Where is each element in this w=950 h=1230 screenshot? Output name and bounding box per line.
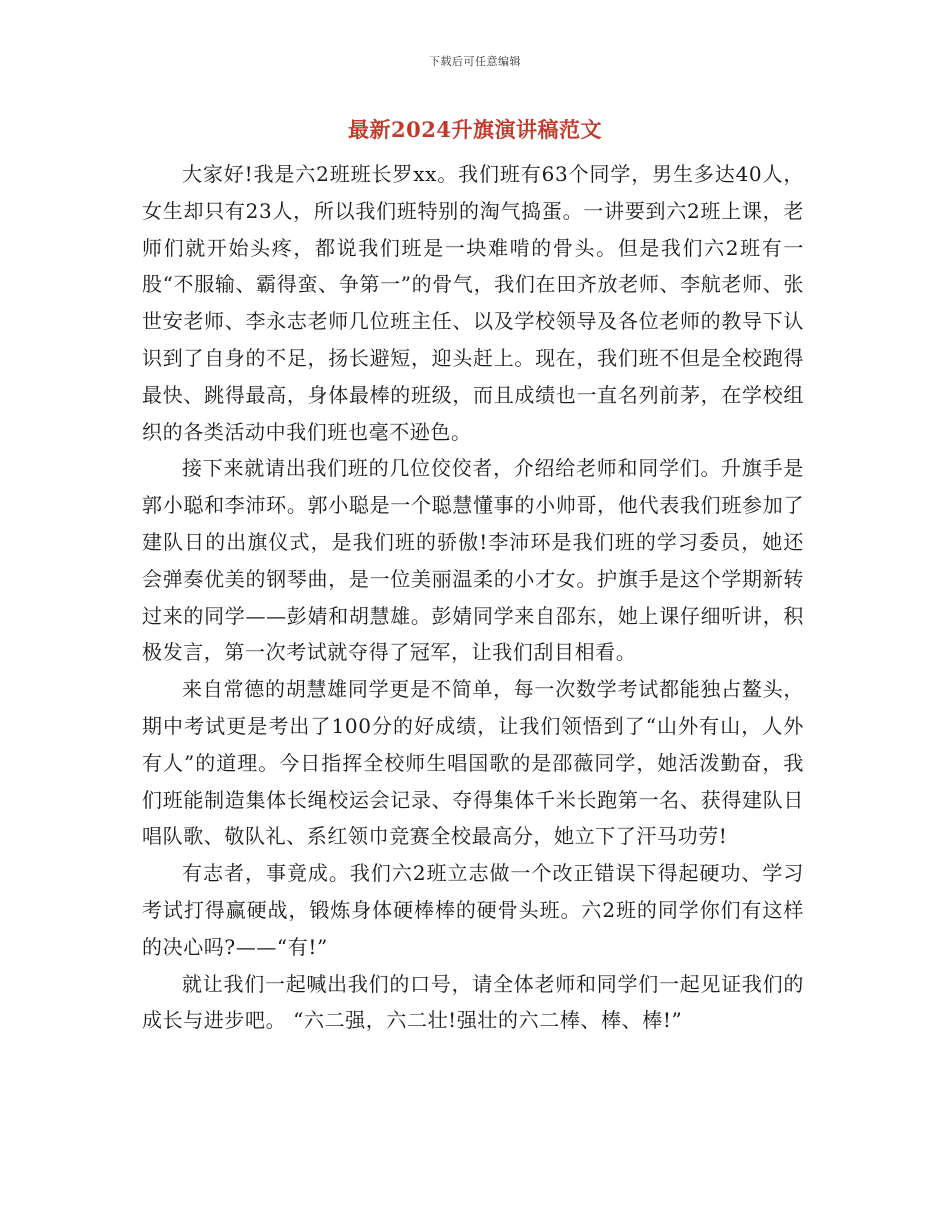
paragraph: 就让我们一起喊出我们的口号，请全体老师和同学们一起见证我们的成长与进步吧。 “六二强，六二壮!强壮的六二棒、棒、棒!”: [142, 971, 804, 1033]
document-title: 最新2024升旗演讲稿范文: [348, 117, 602, 142]
paragraph: 有志者，事竟成。我们六2班立志做一个改正错误下得起硬功、学习考试打得赢硬战，锻炼身体硬棒棒的硬骨头班。六2班的同学你们有这样的决心吗?——“有!”: [142, 861, 804, 959]
paragraph: 来自常德的胡慧雄同学更是不简单，每一次数学考试都能独占鳌头，期中考试更是考出了100分的好成绩，让我们领悟到了“山外有山，人外有人”的道理。今日指挥全校师生唱国歌的是邵薇同学，她活泼勤奋，我们班能制造集体长绳校运会记录、夺得集体千米长跑第一名、获得建队日唱队歌、敬队礼、系红领巾竞赛全校最高分，她立下了汗马功劳!: [142, 677, 804, 849]
document-body: [142, 156, 804, 1039]
paragraph: 接下来就请出我们班的几位佼佼者，介绍给老师和同学们。升旗手是郭小聪和李沛环。郭小聪是一个聪慧懂事的小帅哥，他代表我们班参加了建队日的出旗仪式，是我们班的骄傲!李沛环是我们班的学习委员，她还会弹奏优美的钢琴曲，是一位美丽温柔的小才女。护旗手是这个学期新转过来的同学——彭婧和胡慧雄。彭婧同学来自邵东，她上课仔细听讲，积极发言，第一次考试就夺得了冠军，让我们刮目相看。: [142, 456, 804, 665]
header-note: 下载后可任意编辑: [429, 55, 521, 68]
paragraph: 大家好!我是六2班班长罗xx。我们班有63个同学，男生多达40人，女生却只有23人，所以我们班特别的淘气捣蛋。一讲要到六2班上课，老师们就开始头疼，都说我们班是一块难啃的骨头。但是我们六2班有一股“不服输、霸得蛮、争第一”的骨气，我们在田齐放老师、李航老师、张世安老师、李永志老师几位班主任、以及学校领导及各位老师的教导下认识到了自身的不足，扬长避短，迎头赶上。现在，我们班不但是全校跑得最快、跳得最高，身体最棒的班级，而且成绩也一直名列前茅，在学校组织的各类活动中我们班也毫不逊色。: [142, 162, 804, 444]
